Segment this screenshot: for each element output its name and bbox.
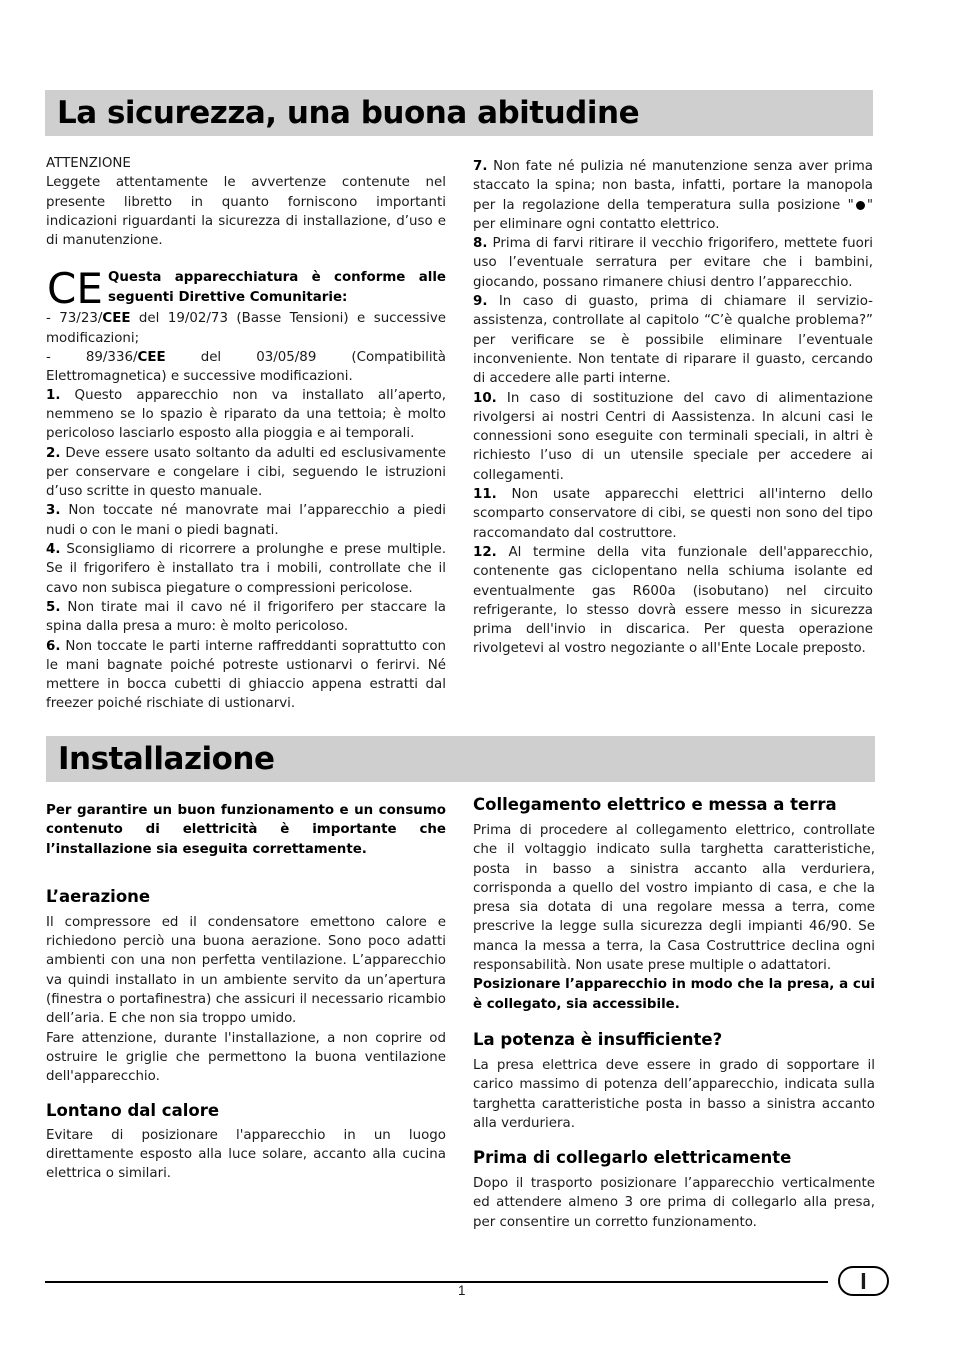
aeration-paragraph-1: Il compressore ed il condensatore emettono calore e richiedono perciò una buona aerazione. Sono poco adatti ambienti con una non perfetta ventilazione. L’apparecchio va quindi installato in un ambiente servito da un’apertura (finestra o portafinestra) che assicuri il necessario ricambio dell’aria. E che non sia troppo umido. (46, 914, 446, 1027)
electric-heading: Collegamento elettrico e messa a terra (473, 795, 837, 814)
ce-mark-text: CE (47, 265, 103, 310)
heat-paragraph: Evitare di posizionare l'apparecchio in un luogo direttamente esposto alla luce solare, accanto alla cucina elettrica o similari. (46, 1127, 446, 1182)
power-heading: La potenza è insufficiente? (473, 1029, 723, 1049)
installation-intro: Per garantire un buon funzionamento e un consumo contenuto di elettricità è importante che l’installazione sia eseguita correttamente. (46, 803, 446, 857)
section-header-safety (45, 90, 873, 136)
safety-item-8: 8. Prima di farvi ritirare il vecchio frigorifero, mettete fuori uso l’eventuale serratura per evitare che i bambini, giocando, possano rimanere chiusi dentro l’apparecchio. (473, 236, 873, 290)
attention-label: ATTENZIONE (46, 156, 131, 171)
safety-right-column (473, 157, 873, 659)
heat-heading: Lontano dal calore (46, 1100, 220, 1120)
safety-item-12: 12. Al termine della vita funzionale dell'apparecchio, contenente gas ciclopentano nella schiuma isolante ed eventualmente gas R600a (isobutano) nel circuito refrigerante, lo stesso dovrà essere messo in sicurezza prima dell'invio in discarica. Per questa operazione rivolgetevi al vostro negoziante o all'Ente Locale preposto. (473, 544, 873, 657)
safety-item-1: 1. Questo apparecchio non va installato all’aperto, nemmeno se lo spazio è riparato da una tettoia; è molto pericoloso lasciarlo esposto alla pioggia e ai temporali. (46, 387, 446, 442)
section-header-installation (46, 736, 875, 782)
safety-item-2: 2. Deve essere usato soltanto da adulti ed esclusivamente per conservare e congelare i cibi, seguendo le istruzioni d’uso scritte in questo manuale. (46, 445, 446, 500)
section-title-installation: Installazione (58, 741, 275, 777)
thermostat-off-dot-icon (856, 201, 865, 210)
safety-item-5: 5. Non tirate mai il cavo né il frigorifero per staccare la spina dalla presa a muro: è molto pericoloso. (46, 599, 446, 635)
footer-rule (45, 1281, 828, 1283)
before-connect-paragraph: Dopo il trasporto posizionare l’apparecchio verticalmente ed attendere almeno 3 ore prima di collegarlo alla presa, per consentire un corretto funzionamento. (473, 1176, 875, 1230)
language-badge: I (838, 1266, 889, 1296)
safety-item-10: 10. In caso di sostituzione del cavo di alimentazione rivolgersi ai nostri Centri di Aassistenza. In alcuni casi le connessioni sono eseguite con terminali speciali, in altri è richiesto l’uso di un utensile speciale per accedere ai collegamenti. (473, 390, 873, 483)
ce-declaration (46, 265, 446, 309)
safety-item-7: 7. Non fate né pulizia né manutenzione senza aver prima staccato la spina; non basta, infatti, portare la manopola per la regolazione della temperatura sulla posizione " " per eliminare ogni contatto elettrico. (473, 159, 873, 232)
section-title-safety: La sicurezza, una buona abitudine (57, 95, 640, 131)
ce-statement: Questa apparecchiatura è conforme alle seguenti Direttive Comunitarie: (108, 270, 446, 305)
safety-item-4: 4. Sconsigliamo di ricorrere a prolunghe e prese multiple. Se il frigorifero è installato tra i mobili, controllate che il cavo non subisca piegature o compressioni pericolose. (46, 542, 446, 596)
before-connect-heading: Prima di collegarlo elettricamente (473, 1148, 792, 1168)
electric-bold-note: Posizionare l’apparecchio in modo che la presa, a cui è collegato, sia accessibile. (473, 977, 875, 1012)
safety-item-9: 9. In caso di guasto, prima di chiamare il servizio-assistenza, controllate al capitolo “C’è qualche problema?” per verificare se è possibile eliminare l’eventuale inconveniente. Non tentate di riparare il guasto, cercando di accedere alle parti interne. (473, 294, 873, 387)
safety-left-column (46, 154, 446, 714)
safety-item-11: 11. Non usate apparecchi elettrici all'interno dello scomparto conservatore di cibi, se questi non sono del tipo raccomandato dal costruttore. (473, 487, 873, 541)
ce-mark-icon (46, 265, 104, 309)
directive-1: - 73/23/CEE del 19/02/73 (Basse Tensioni) e successive modificazioni; (46, 311, 446, 346)
page-number: 1 (458, 1283, 466, 1298)
directive-2: - 89/336/CEE del 03/05/89 (Compatibilità Elettromagnetica) e successive modificazioni. (46, 350, 446, 385)
installation-left-column (46, 801, 446, 1183)
installation-right-column (473, 795, 875, 1232)
aeration-heading: L’aerazione (46, 886, 151, 906)
electric-paragraph: Prima di procedere al collegamento elettrico, controllate che il voltaggio indicato sulla targhetta caratteristiche, posta in basso a sinistra accanto alla verduriera, corrisponda a quello del vostro impianto di casa, e che la presa sia dotata di una regolare messa a terra, come prescrive la legge sulla sicurezza degli impianti 46/90. Se manca la messa a terra, la Casa Costruttrice declina ogni responsabilità. Non usate prese multiple o adattatori. (473, 823, 875, 974)
safety-intro: Leggete attentamente le avvertenze contenute nel presente libretto in quanto forniscono importanti indicazioni riguardanti la sicurezza di installazione, d’uso e di manutenzione. (46, 175, 446, 249)
safety-item-6: 6. Non toccate le parti interne raffreddanti soprattutto con le mani bagnate poiché potreste ustionarvi o ferirvi. Né mettere in bocca cubetti di ghiaccio appena estratti dal freezer poiché rischiate di ustionarvi. (46, 638, 446, 712)
safety-item-3: 3. Non toccate né manovrate mai l’apparecchio a piedi nudi o con le mani o piedi bagnati. (46, 503, 446, 538)
aeration-paragraph-2: Fare attenzione, durante l'installazione, a non coprire od ostruire le griglie che permettono la buona ventilazione dell'apparecchio. (46, 1030, 446, 1085)
power-paragraph: La presa elettrica deve essere in grado di sopportare il carico massimo di potenza dell’apparecchio, indicata sulla targhetta caratteristiche posta in basso a sinistra accanto alla verduriera. (473, 1057, 875, 1131)
